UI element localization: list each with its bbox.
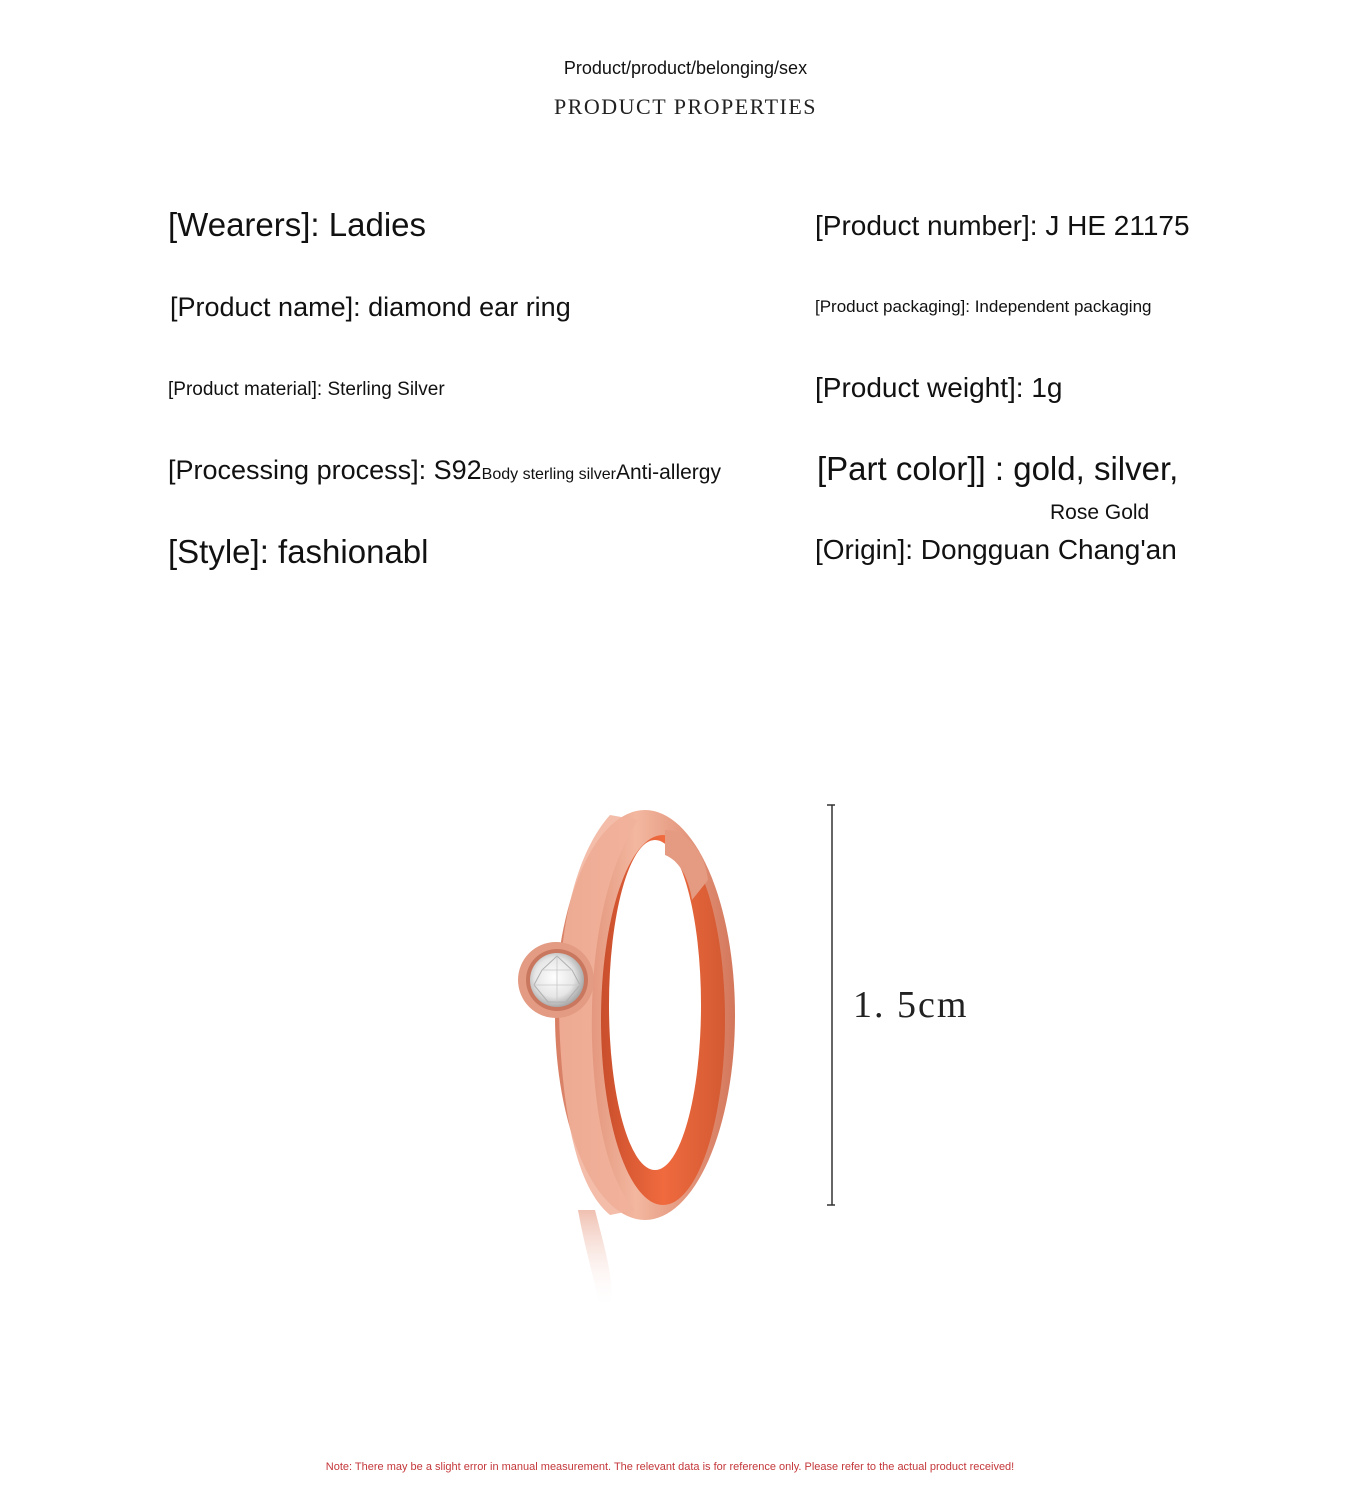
prop-style: [Style]: fashionabl (168, 533, 429, 570)
processing-suffix: Anti-allergy (615, 461, 721, 484)
processing-prefix: [Processing process]: S92 (168, 455, 482, 485)
prop-product-number: [Product number]: J HE 21175 (815, 210, 1190, 241)
page-title: PRODUCT PROPERTIES (553, 94, 818, 119)
processing-small: Body sterling silver (481, 466, 616, 483)
prop-part-color: [Part color]] : gold, silver, (817, 450, 1179, 487)
dimension-line (826, 804, 836, 1206)
prop-wearers: [Wearers]: Ladies (168, 206, 427, 243)
prop-product-name: [Product name]: diamond ear ring (170, 292, 571, 322)
prop-part-color-extra: Rose Gold (1050, 501, 1150, 524)
header-subtitle: Product/product/belonging/sex (563, 58, 808, 78)
prop-product-material: [Product material]: Sterling Silver (168, 379, 445, 400)
measurement-note: Note: There may be a slight error in manual measurement. The relevant data is for reference only. Please refer to the actual product received! (325, 1461, 1015, 1473)
dimension-label: 1. 5cm (853, 984, 969, 1026)
prop-product-weight: [Product weight]: 1g (815, 372, 1063, 403)
product-image (460, 770, 820, 1330)
prop-processing-process (168, 455, 721, 486)
prop-product-packaging: [Product packaging]: Independent packaging (815, 297, 1152, 316)
prop-origin: [Origin]: Dongguan Chang'an (815, 534, 1177, 565)
earring-illustration (460, 770, 820, 1330)
